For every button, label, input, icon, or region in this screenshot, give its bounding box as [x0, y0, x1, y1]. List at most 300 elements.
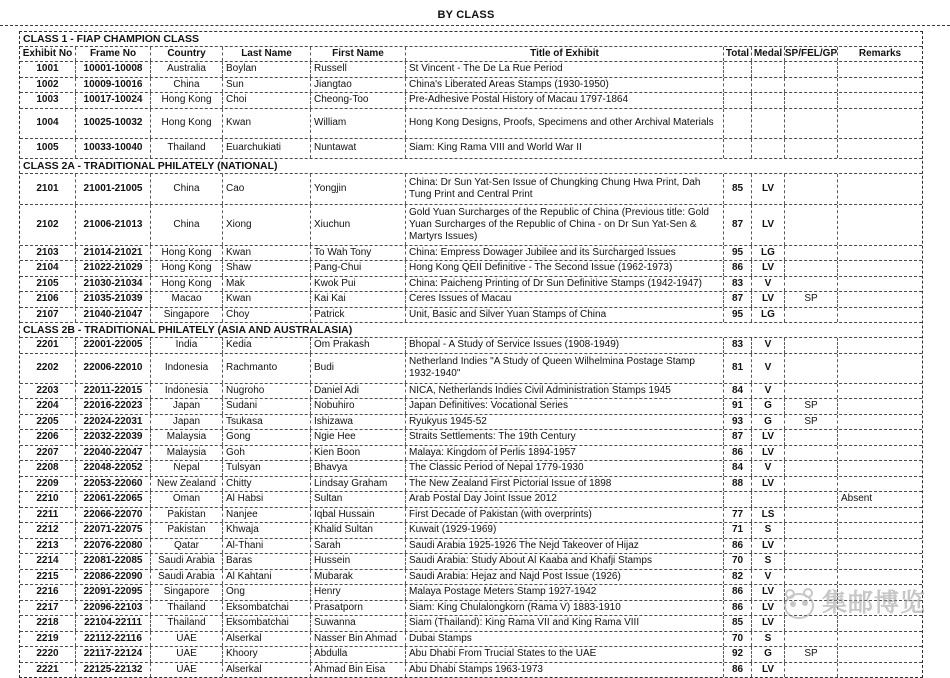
cell-frame-no: 10009-10016 — [76, 78, 151, 93]
class-section-header: CLASS 2B - TRADITIONAL PHILATELY (ASIA AND AUSTRALASIA) — [20, 323, 922, 338]
cell-first-name: Jiangtao — [311, 78, 406, 93]
cell-frame-no: 22024-22031 — [76, 415, 151, 430]
table-row — [20, 430, 922, 446]
cell-total — [724, 492, 752, 507]
table-row — [20, 663, 922, 678]
table-row — [20, 261, 922, 277]
cell-country: Hong Kong — [151, 277, 223, 292]
cell-title: Bhopal - A Study of Service Issues (1908-1949) — [406, 338, 724, 353]
cell-frame-no: 22104-22111 — [76, 616, 151, 631]
cell-total: 86 — [724, 261, 752, 276]
cell-last-name: Eksombatchai — [223, 616, 311, 631]
cell-last-name: Euarchukiati — [223, 139, 311, 158]
cell-exhibit-no: 2211 — [20, 508, 76, 523]
table-row — [20, 174, 922, 205]
cell-exhibit-no: 2102 — [20, 205, 76, 245]
cell-total: 83 — [724, 277, 752, 292]
cell-first-name: Abdulla — [311, 647, 406, 662]
cell-country: Saudi Arabia — [151, 570, 223, 585]
cell-first-name: Ahmad Bin Eisa — [311, 663, 406, 678]
cell-total — [724, 62, 752, 77]
cell-medal: LV — [752, 205, 785, 245]
cell-sp-fel-gp — [785, 570, 838, 585]
cell-country: Hong Kong — [151, 109, 223, 138]
cell-exhibit-no: 1002 — [20, 78, 76, 93]
cell-last-name: Kedia — [223, 338, 311, 353]
cell-sp-fel-gp — [785, 62, 838, 77]
cell-exhibit-no: 2219 — [20, 632, 76, 647]
cell-country: India — [151, 338, 223, 353]
cell-total: 84 — [724, 461, 752, 476]
column-header-remarks: Remarks — [858, 48, 902, 59]
table-row — [20, 554, 922, 570]
table-row — [20, 539, 922, 555]
cell-sp-fel-gp — [785, 354, 838, 383]
cell-exhibit-no: 2105 — [20, 277, 76, 292]
cell-total: 71 — [724, 523, 752, 538]
cell-title: Hong Kong Designs, Proofs, Specimens and other Archival Materials — [406, 109, 724, 138]
cell-total: 70 — [724, 632, 752, 647]
cell-first-name: Kien Boon — [311, 446, 406, 461]
cell-medal: LV — [752, 174, 785, 204]
cell-frame-no: 22053-22060 — [76, 477, 151, 492]
cell-title: Hong Kong QEII Definitive - The Second Issue (1962-1973) — [406, 261, 724, 276]
cell-remarks — [838, 174, 922, 204]
cell-total: 95 — [724, 308, 752, 323]
cell-country: Japan — [151, 415, 223, 430]
cell-frame-no: 10033-10040 — [76, 139, 151, 158]
cell-remarks — [838, 277, 922, 292]
cell-frame-no: 22032-22039 — [76, 430, 151, 445]
cell-remarks — [838, 109, 922, 138]
cell-country: Macao — [151, 292, 223, 307]
column-header-row — [20, 47, 922, 62]
cell-exhibit-no: 2220 — [20, 647, 76, 662]
cell-medal: V — [752, 384, 785, 399]
cell-medal — [752, 93, 785, 108]
cell-title: Ryukyus 1945-52 — [406, 415, 724, 430]
cell-frame-no: 22006-22010 — [76, 354, 151, 383]
cell-total: 87 — [724, 292, 752, 307]
table-row — [20, 246, 922, 262]
cell-sp-fel-gp — [785, 508, 838, 523]
cell-title: Siam: King Chulalongkorn (Rama V) 1883-1910 — [406, 601, 724, 616]
cell-total: 82 — [724, 570, 752, 585]
cell-remarks — [838, 601, 922, 616]
cell-medal: V — [752, 461, 785, 476]
cell-frame-no: 22016-22023 — [76, 399, 151, 414]
cell-frame-no: 22071-22075 — [76, 523, 151, 538]
cell-exhibit-no: 2209 — [20, 477, 76, 492]
cell-sp-fel-gp: SP — [785, 647, 838, 662]
cell-sp-fel-gp — [785, 554, 838, 569]
cell-medal: V — [752, 570, 785, 585]
cell-first-name: Nobuhiro — [311, 399, 406, 414]
page-title: BY CLASS — [437, 9, 495, 21]
cell-medal: LG — [752, 308, 785, 323]
cell-first-name: Sarah — [311, 539, 406, 554]
cell-sp-fel-gp — [785, 430, 838, 445]
cell-first-name: Kwok Pui — [311, 277, 406, 292]
cell-remarks — [838, 570, 922, 585]
cell-frame-no: 22040-22047 — [76, 446, 151, 461]
cell-sp-fel-gp — [785, 585, 838, 600]
cell-remarks — [838, 446, 922, 461]
cell-medal: LV — [752, 477, 785, 492]
cell-remarks — [838, 384, 922, 399]
cell-medal — [752, 78, 785, 93]
cell-country: China — [151, 205, 223, 245]
column-header-country: Country — [151, 47, 223, 61]
cell-exhibit-no: 2204 — [20, 399, 76, 414]
cell-sp-fel-gp — [785, 246, 838, 261]
cell-title: Kuwait (1929-1969) — [406, 523, 724, 538]
cell-last-name: Goh — [223, 446, 311, 461]
cell-country: UAE — [151, 647, 223, 662]
cell-last-name: Al-Thani — [223, 539, 311, 554]
table-row — [20, 492, 922, 508]
cell-total: 87 — [724, 205, 752, 245]
cell-last-name: Nanjee — [223, 508, 311, 523]
cell-frame-no: 22091-22095 — [76, 585, 151, 600]
table-row — [20, 570, 922, 586]
cell-total — [724, 93, 752, 108]
table-row — [20, 384, 922, 400]
cell-frame-no: 21022-21029 — [76, 261, 151, 276]
cell-remarks — [838, 632, 922, 647]
cell-country: Qatar — [151, 539, 223, 554]
cell-title: Abu Dhabi From Trucial States to the UAE — [406, 647, 724, 662]
cell-title: Straits Settlements: The 19th Century — [406, 430, 724, 445]
cell-country: Japan — [151, 399, 223, 414]
cell-country: Thailand — [151, 616, 223, 631]
cell-last-name: Shaw — [223, 261, 311, 276]
cell-first-name: Prasatporn — [311, 601, 406, 616]
cell-medal — [752, 492, 785, 507]
cell-title: NICA, Netherlands Indies Civil Administration Stamps 1945 — [406, 384, 724, 399]
cell-last-name: Boylan — [223, 62, 311, 77]
cell-medal: V — [752, 338, 785, 353]
cell-remarks — [838, 508, 922, 523]
cell-country: Indonesia — [151, 354, 223, 383]
cell-remarks — [838, 93, 922, 108]
cell-country: Oman — [151, 492, 223, 507]
cell-total: 85 — [724, 616, 752, 631]
table-row — [20, 292, 922, 308]
table-row — [20, 78, 922, 94]
cell-exhibit-no: 2215 — [20, 570, 76, 585]
cell-total: 86 — [724, 446, 752, 461]
cell-medal: LV — [752, 663, 785, 678]
cell-country: Thailand — [151, 139, 223, 158]
cell-total: 84 — [724, 384, 752, 399]
cell-country: Nepal — [151, 461, 223, 476]
cell-sp-fel-gp — [785, 601, 838, 616]
cell-last-name: Gong — [223, 430, 311, 445]
cell-exhibit-no: 2202 — [20, 354, 76, 383]
table-row — [20, 647, 922, 663]
table-row — [20, 523, 922, 539]
cell-remarks — [838, 62, 922, 77]
class-section — [20, 159, 922, 324]
cell-remarks — [838, 261, 922, 276]
cell-frame-no: 21040-21047 — [76, 308, 151, 323]
cell-title: First Decade of Pakistan (with overprints) — [406, 508, 724, 523]
cell-frame-no: 10001-10008 — [76, 62, 151, 77]
cell-title: Arab Postal Day Joint Issue 2012 — [406, 492, 724, 507]
table-row — [20, 415, 922, 431]
table-row — [20, 62, 922, 78]
cell-exhibit-no: 2106 — [20, 292, 76, 307]
cell-sp-fel-gp — [785, 446, 838, 461]
table-row — [20, 632, 922, 648]
cell-sp-fel-gp — [785, 93, 838, 108]
cell-medal: LV — [752, 446, 785, 461]
table-row — [20, 508, 922, 524]
column-header-frame-no: Frame No — [76, 47, 151, 61]
cell-remarks — [838, 292, 922, 307]
cell-medal: S — [752, 554, 785, 569]
cell-sp-fel-gp — [785, 174, 838, 204]
cell-country: China — [151, 174, 223, 204]
cell-sp-fel-gp: SP — [785, 399, 838, 414]
cell-remarks — [838, 338, 922, 353]
table-row — [20, 354, 922, 384]
cell-exhibit-no: 2104 — [20, 261, 76, 276]
top-divider — [0, 25, 950, 26]
cell-country: New Zealand — [151, 477, 223, 492]
cell-last-name: Sudani — [223, 399, 311, 414]
cell-exhibit-no: 2221 — [20, 663, 76, 678]
cell-sp-fel-gp: SP — [785, 415, 838, 430]
cell-country: UAE — [151, 663, 223, 678]
cell-country: Pakistan — [151, 508, 223, 523]
table-row — [20, 585, 922, 601]
cell-first-name: Lindsay Graham — [311, 477, 406, 492]
cell-title: Netherland Indies "A Study of Queen Wilhelmina Postage Stamp 1932-1940" — [406, 354, 724, 383]
cell-country: Singapore — [151, 308, 223, 323]
cell-last-name: Baras — [223, 554, 311, 569]
cell-country: Hong Kong — [151, 261, 223, 276]
cell-frame-no: 22061-22065 — [76, 492, 151, 507]
column-header-sp-fel-gp: SP/FEL/GP — [785, 48, 838, 59]
cell-title: China: Dr Sun Yat-Sen Issue of Chungking Chung Hwa Print, Dah Tung Print and Central Print — [406, 174, 724, 204]
cell-frame-no: 21001-21005 — [76, 174, 151, 204]
cell-medal: LV — [752, 616, 785, 631]
cell-total: 81 — [724, 354, 752, 383]
cell-first-name: Daniel Adi — [311, 384, 406, 399]
cell-medal: S — [752, 632, 785, 647]
cell-remarks — [838, 139, 922, 158]
cell-sp-fel-gp — [785, 616, 838, 631]
cell-country: Malaysia — [151, 430, 223, 445]
cell-last-name: Al Kahtani — [223, 570, 311, 585]
cell-sp-fel-gp — [785, 78, 838, 93]
cell-total: 77 — [724, 508, 752, 523]
cell-first-name: Sultan — [311, 492, 406, 507]
cell-frame-no: 21035-21039 — [76, 292, 151, 307]
table-row — [20, 601, 922, 617]
cell-last-name: Xiong — [223, 205, 311, 245]
cell-last-name: Tulsyan — [223, 461, 311, 476]
cell-exhibit-no: 2203 — [20, 384, 76, 399]
cell-first-name: Pang-Chui — [311, 261, 406, 276]
cell-country: Saudi Arabia — [151, 554, 223, 569]
cell-total: 86 — [724, 539, 752, 554]
table-row — [20, 338, 922, 354]
cell-sp-fel-gp — [785, 261, 838, 276]
column-header-last-name: Last Name — [223, 47, 311, 61]
cell-title: The New Zealand First Pictorial Issue of 1898 — [406, 477, 724, 492]
cell-first-name: Hussein — [311, 554, 406, 569]
cell-title: Saudi Arabia: Hejaz and Najd Post Issue (1926) — [406, 570, 724, 585]
cell-frame-no: 22066-22070 — [76, 508, 151, 523]
cell-sp-fel-gp — [785, 384, 838, 399]
column-header-title: Title of Exhibit — [406, 47, 724, 61]
cell-medal: LV — [752, 261, 785, 276]
cell-remarks — [838, 308, 922, 323]
cell-title: China: Empress Dowager Jubilee and its Surcharged Issues — [406, 246, 724, 261]
class-section-header: CLASS 1 - FIAP CHAMPION CLASS — [20, 32, 922, 47]
table-row — [20, 399, 922, 415]
cell-last-name: Khoory — [223, 647, 311, 662]
cell-first-name: Bhavya — [311, 461, 406, 476]
table-row — [20, 277, 922, 293]
cell-remarks: Absent — [841, 493, 873, 505]
cell-exhibit-no: 1001 — [20, 62, 76, 77]
cell-title: Saudi Arabia: Study About Al Kaaba and Khafji Stamps — [406, 554, 724, 569]
cell-sp-fel-gp — [785, 663, 838, 678]
cell-country: Australia — [151, 62, 223, 77]
cell-frame-no: 10025-10032 — [76, 109, 151, 138]
cell-remarks — [838, 430, 922, 445]
cell-remarks — [838, 663, 922, 678]
cell-sp-fel-gp — [785, 492, 838, 507]
cell-exhibit-no: 2216 — [20, 585, 76, 600]
cell-title: Saudi Arabia 1925-1926 The Nejd Takeover of Hijaz — [406, 539, 724, 554]
cell-frame-no: 21014-21021 — [76, 246, 151, 261]
cell-medal: LS — [752, 508, 785, 523]
cell-exhibit-no: 2101 — [20, 174, 76, 204]
cell-first-name: Xiuchun — [311, 205, 406, 245]
cell-total: 88 — [724, 477, 752, 492]
cell-title: Pre-Adhesive Postal History of Macau 1797-1864 — [406, 93, 724, 108]
class-section — [20, 323, 922, 677]
cell-remarks — [838, 585, 922, 600]
cell-last-name: Tsukasa — [223, 415, 311, 430]
cell-exhibit-no: 2212 — [20, 523, 76, 538]
cell-remarks — [838, 415, 922, 430]
cell-title: Malaya Postage Meters Stamp 1927-1942 — [406, 585, 724, 600]
cell-frame-no: 22096-22103 — [76, 601, 151, 616]
cell-medal: LG — [752, 246, 785, 261]
table-row — [20, 109, 922, 139]
cell-country: Malaysia — [151, 446, 223, 461]
by-class-table — [19, 31, 923, 678]
cell-frame-no: 22112-22116 — [76, 632, 151, 647]
cell-frame-no: 22081-22085 — [76, 554, 151, 569]
cell-exhibit-no: 2217 — [20, 601, 76, 616]
class-section — [20, 32, 922, 159]
column-header-exhibit-no: Exhibit No — [20, 47, 76, 61]
cell-first-name: William — [311, 109, 406, 138]
cell-medal: V — [752, 277, 785, 292]
cell-first-name: Russell — [311, 62, 406, 77]
cell-sp-fel-gp — [785, 523, 838, 538]
cell-total: 70 — [724, 554, 752, 569]
cell-medal: G — [752, 399, 785, 414]
cell-sp-fel-gp — [785, 632, 838, 647]
cell-first-name: Om Prakash — [311, 338, 406, 353]
cell-title: Abu Dhabi Stamps 1963-1973 — [406, 663, 724, 678]
cell-title: St Vincent - The De La Rue Period — [406, 62, 724, 77]
cell-total: 86 — [724, 663, 752, 678]
cell-last-name: Alserkal — [223, 632, 311, 647]
cell-frame-no: 22048-22052 — [76, 461, 151, 476]
cell-exhibit-no: 2107 — [20, 308, 76, 323]
cell-last-name: Rachmanto — [223, 354, 311, 383]
cell-exhibit-no: 1004 — [20, 109, 76, 138]
cell-title: Japan Definitives: Vocational Series — [406, 399, 724, 414]
cell-first-name: Henry — [311, 585, 406, 600]
table-row — [20, 308, 922, 324]
cell-title: Siam (Thailand): King Rama VII and King Rama VIII — [406, 616, 724, 631]
cell-last-name: Kwan — [223, 246, 311, 261]
table-row — [20, 139, 922, 159]
cell-frame-no: 22086-22090 — [76, 570, 151, 585]
cell-exhibit-no: 2218 — [20, 616, 76, 631]
cell-total: 91 — [724, 399, 752, 414]
cell-sp-fel-gp — [785, 338, 838, 353]
cell-first-name: Nuntawat — [311, 139, 406, 158]
cell-sp-fel-gp — [785, 461, 838, 476]
cell-sp-fel-gp: SP — [785, 292, 838, 307]
cell-title: Siam: King Rama VIII and World War II — [406, 139, 724, 158]
cell-title: The Classic Period of Nepal 1779-1930 — [406, 461, 724, 476]
cell-total: 87 — [724, 430, 752, 445]
cell-exhibit-no: 2201 — [20, 338, 76, 353]
cell-remarks — [838, 523, 922, 538]
cell-country: Hong Kong — [151, 93, 223, 108]
table-row — [20, 616, 922, 632]
cell-country: Hong Kong — [151, 246, 223, 261]
column-header-total: Total — [724, 47, 752, 61]
cell-remarks — [838, 354, 922, 383]
cell-medal — [752, 139, 785, 158]
column-header-medal: Medal — [752, 47, 785, 61]
cell-total: 92 — [724, 647, 752, 662]
cell-remarks — [838, 554, 922, 569]
cell-frame-no: 10017-10024 — [76, 93, 151, 108]
cell-total: 86 — [724, 601, 752, 616]
cell-remarks — [838, 461, 922, 476]
cell-frame-no: 22011-22015 — [76, 384, 151, 399]
cell-medal: LV — [752, 539, 785, 554]
cell-last-name: Alserkal — [223, 663, 311, 678]
cell-first-name: Budi — [311, 354, 406, 383]
cell-frame-no: 21006-21013 — [76, 205, 151, 245]
table-row — [20, 477, 922, 493]
cell-total — [724, 139, 752, 158]
cell-first-name: Nasser Bin Ahmad — [311, 632, 406, 647]
cell-first-name: Mubarak — [311, 570, 406, 585]
cell-exhibit-no: 1005 — [20, 139, 76, 158]
cell-medal — [752, 62, 785, 77]
cell-exhibit-no: 1003 — [20, 93, 76, 108]
cell-frame-no: 22001-22005 — [76, 338, 151, 353]
cell-exhibit-no: 2210 — [20, 492, 76, 507]
cell-total — [724, 109, 752, 138]
